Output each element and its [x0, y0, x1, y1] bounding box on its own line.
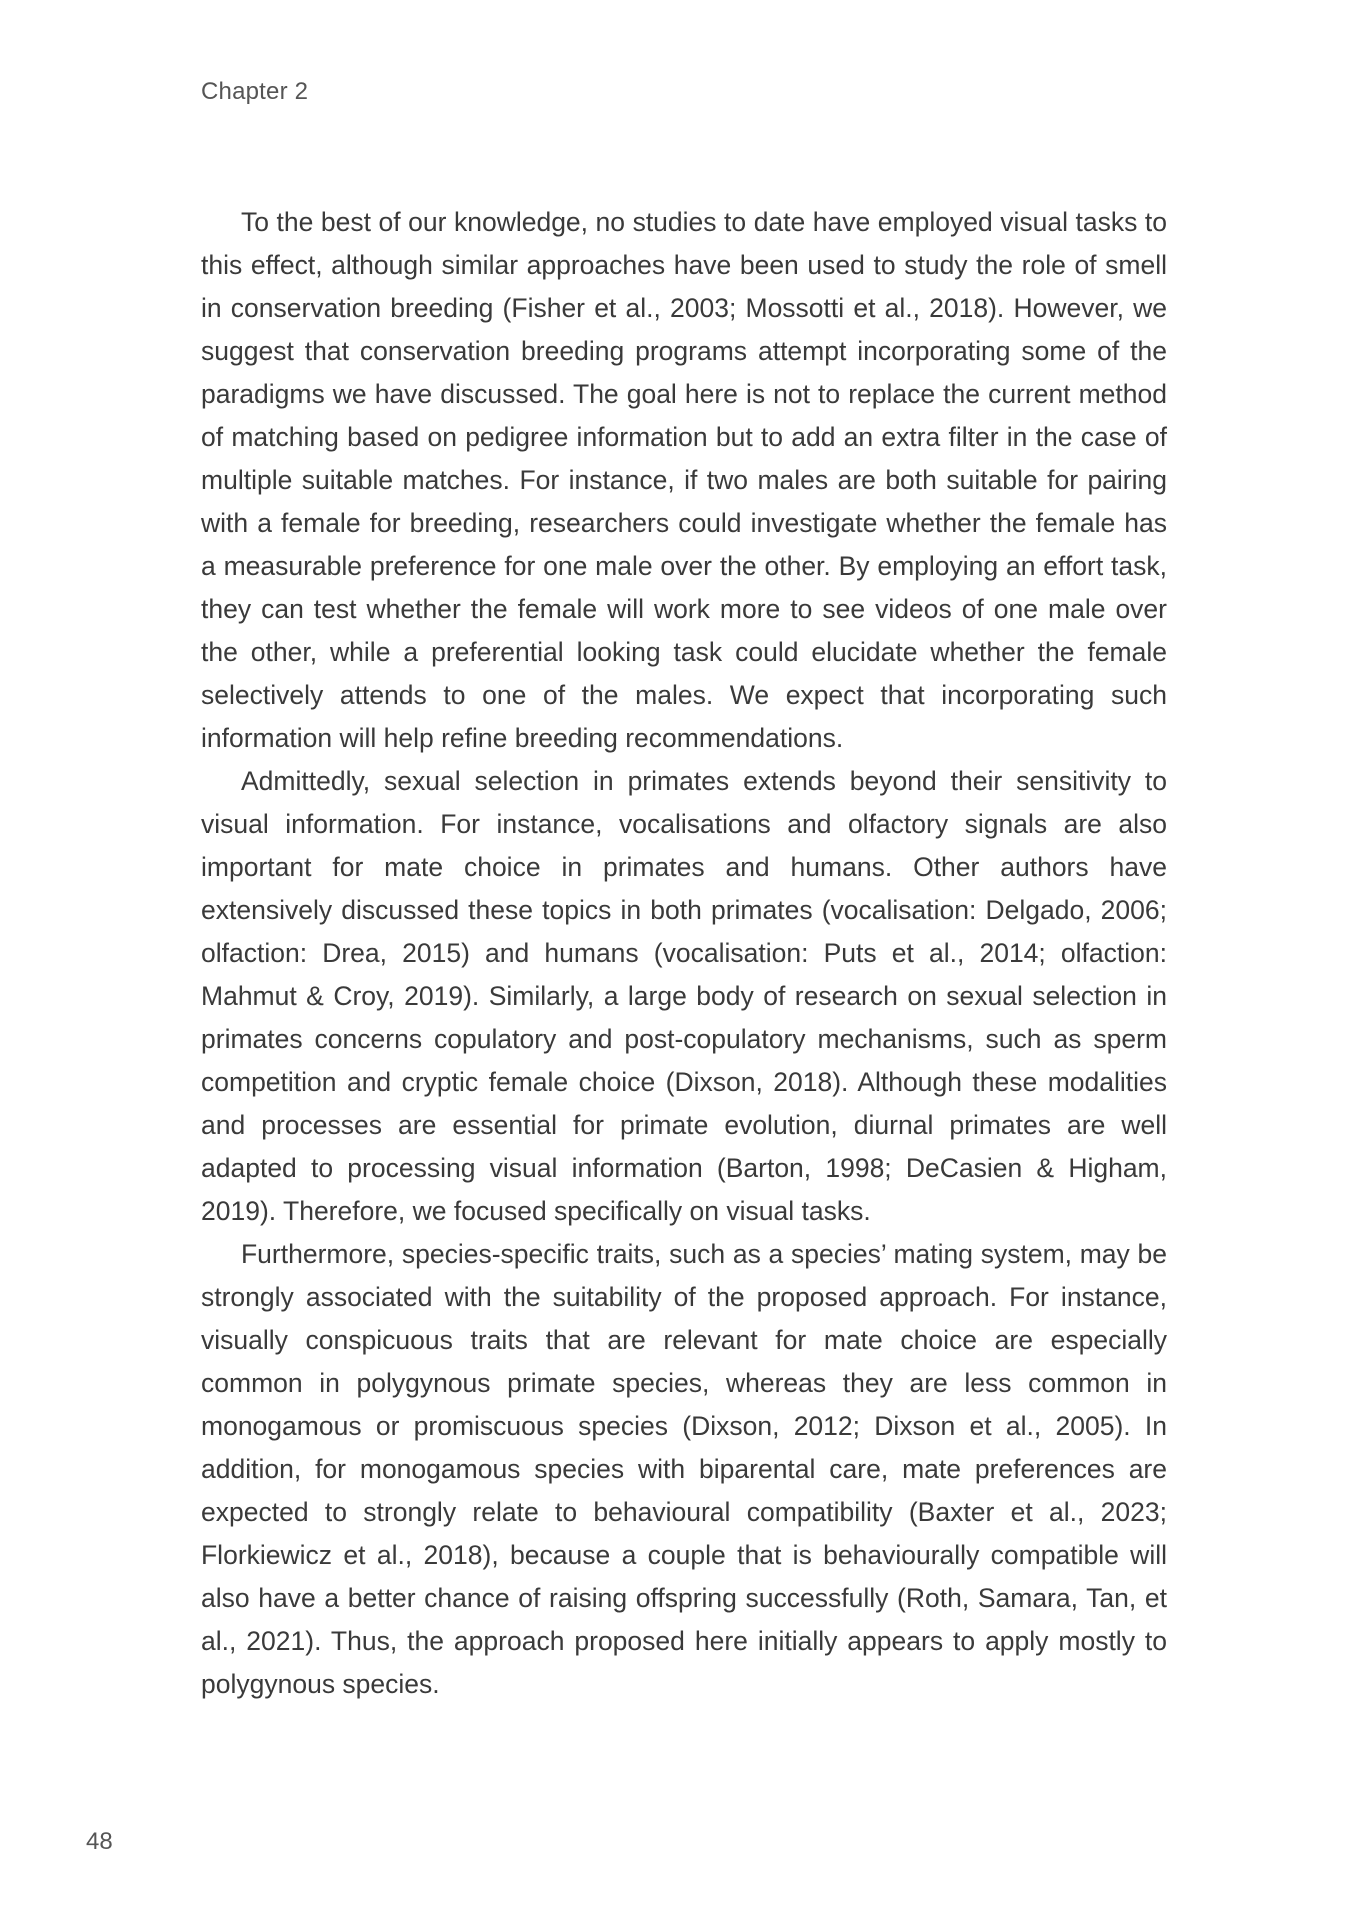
- paragraph: To the best of our knowledge, no studies to date have employed visual tasks to this effect, although similar approaches have been used to study the role of smell in conservation breeding (Fisher et al., 2003; Mossotti et al., 2018). However, we suggest that conservation breeding programs attempt incorporating some of the paradigms we have discussed. The goal here is not to replace the current method of matching based on pedigree information but to add an extra filter in the case of multiple suitable matches. For instance, if two males are both suitable for pairing with a female for breeding, researchers could investigate whether the female has a measurable preference for one male over the other. By employing an effort task, they can test whether the female will work more to see videos of one male over the other, while a preferential looking task could elucidate whether the female selectively attends to one of the males. We expect that incorporating such information will help refine breeding recommendations.: [201, 207, 1167, 753]
- page-number: 48: [86, 1828, 113, 1855]
- paragraph: Admittedly, sexual selection in primates extends beyond their sensitivity to visual information. For instance, vocalisations and olfactory signals are also important for mate choice in primates and humans. Other authors have extensively discussed these topics in both primates (vocalisation: Delgado, 2006; olfaction: Drea, 2015) and humans (vocalisation: Puts et al., 2014; olfaction: Mahmut & Croy, 2019). Similarly, a large body of research on sexual selection in primates concerns copulatory and post-copulatory mechanisms, such as sperm competition and cryptic female choice (Dixson, 2018). Although these modalities and processes are essential for primate evolution, diurnal primates are well adapted to processing visual information (Barton, 1998; DeCasien & Higham, 2019). Therefore, we focused specifically on visual tasks.: [201, 766, 1167, 1226]
- body-text: [201, 201, 1167, 1706]
- running-head: Chapter 2: [201, 78, 309, 105]
- paragraph: Furthermore, species-specific traits, such as a species’ mating system, may be strongly associated with the suitability of the proposed approach. For instance, visually conspicuous traits that are relevant for mate choice are especially common in polygynous primate species, whereas they are less common in monogamous or promiscuous species (Dixson, 2012; Dixson et al., 2005). In addition, for monogamous species with biparental care, mate preferences are expected to strongly relate to behavioural compatibility (Baxter et al., 2023; Florkiewicz et al., 2018), because a couple that is behaviourally compatible will also have a better chance of raising offspring successfully (Roth, Samara, Tan, et al., 2021). Thus, the approach proposed here initially appears to apply mostly to polygynous species.: [201, 1239, 1167, 1699]
